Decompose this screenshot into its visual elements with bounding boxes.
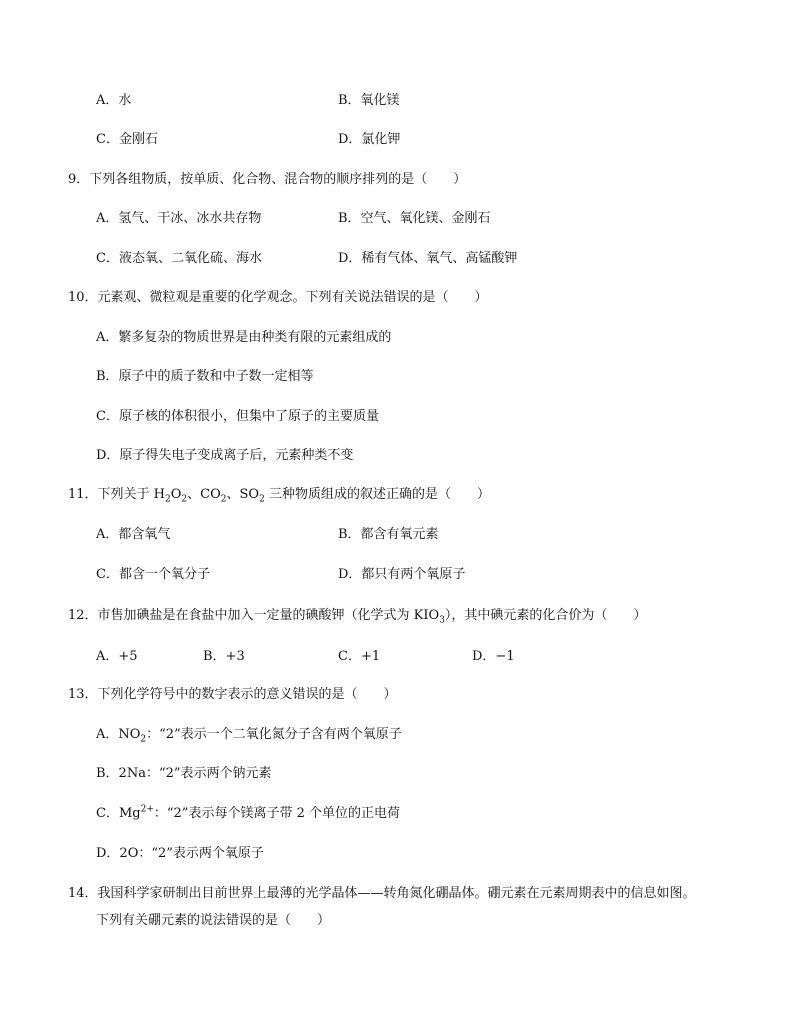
q8-option-d: D．氯化钾 [338,132,401,147]
q11-stem-pre: 11．下列关于 H [68,487,166,502]
q11-option-d: D．都只有两个氧原子 [338,567,466,582]
q12-option-d: D．−1 [472,649,515,664]
q13-option-a-sub: 2 [140,734,147,745]
q9-option-b: B．空气、氧化镁、金刚石 [338,211,491,226]
q9-option-d: D．稀有气体、氧气、高锰酸钾 [338,251,518,266]
q13-option-c-formula: C．Mg [96,806,141,821]
q11-option-b: B．都含有氧元素 [338,527,439,542]
q11-stem-co: 、CO [187,487,221,502]
q11-stem-so: 、SO [226,487,260,502]
q12-option-b: B．+3 [203,649,245,664]
q13-stem: 13．下列化学符号中的数字表示的意义错误的是（ ） [68,687,397,702]
q11-stem [68,486,490,504]
q12-stem-post: ），其中碘元素的化合价为（ ） [444,608,647,623]
q14-stem-line1: 14．我国科学家研制出目前世界上最薄的光学晶体——转角氮化硼晶体。硼元素在元素周期表中的信息如图。 [68,886,696,901]
q10-option-b: B．原子中的质子数和中子数一定相等 [96,369,314,384]
q12-option-c: C．+1 [338,649,381,664]
q12-option-a: A．+5 [96,649,138,664]
q9-stem: 9．下列各组物质，按单质、化合物、混合物的顺序排列的是（ ） [68,172,467,187]
q9-option-a: A．氢气、干冰、冰水共存物 [96,211,262,226]
q11-option-a: A．都含氧气 [96,527,171,542]
q14-stem-line2: 下列有关硼元素的说法错误的是（ ） [96,913,331,928]
q11-sub-so2: 2 [259,494,265,505]
q10-option-d: D．原子得失电子变成离子后，元素种类不变 [96,448,354,463]
q13-option-a [96,726,402,744]
q11-sub-o2: 2 [181,494,188,505]
q13-option-c [96,805,400,823]
q11-stem-post: 三种物质组成的叙述正确的是（ ） [264,487,490,502]
q10-stem: 10．元素观、微粒观是重要的化学观念。下列有关说法错误的是（ ） [68,290,488,305]
q11-option-c: C．都含一个氧分子 [96,567,210,582]
q8-option-c: C．金刚石 [96,132,158,147]
q13-option-c-sup: 2+ [140,804,154,815]
q11-sub-co2: 2 [220,494,227,505]
q8-option-a: A．水 [96,93,132,108]
q8-option-b: B．氧化镁 [338,93,400,108]
q12-sub-3: 3 [439,615,445,626]
q10-option-c: C．原子核的体积很小，但集中了原子的主要质量 [96,409,379,424]
q11-sub-h2: 2 [165,494,171,505]
q13-option-d: D．2O：“2”表示两个氧原子 [96,846,264,861]
q13-option-a-text: ：“2”表示一个二氧化氮分子含有两个氧原子 [146,727,402,742]
q13-option-c-text: ：“2”表示每个镁离子带 2 个单位的正电荷 [153,806,400,821]
q9-option-c: C．液态氧、二氧化硫、海水 [96,251,262,266]
q10-option-a: A．繁多复杂的物质世界是由种类有限的元素组成的 [96,330,392,345]
q13-option-a-formula: A．NO [96,727,141,742]
q12-stem [68,607,646,625]
q12-stem-pre: 12．市售加碘盐是在食盐中加入一定量的碘酸钾（化学式为 KIO [68,608,440,623]
q11-stem-o: O [170,487,182,502]
q13-option-b: B．2Na：“2”表示两个钠元素 [96,766,272,781]
